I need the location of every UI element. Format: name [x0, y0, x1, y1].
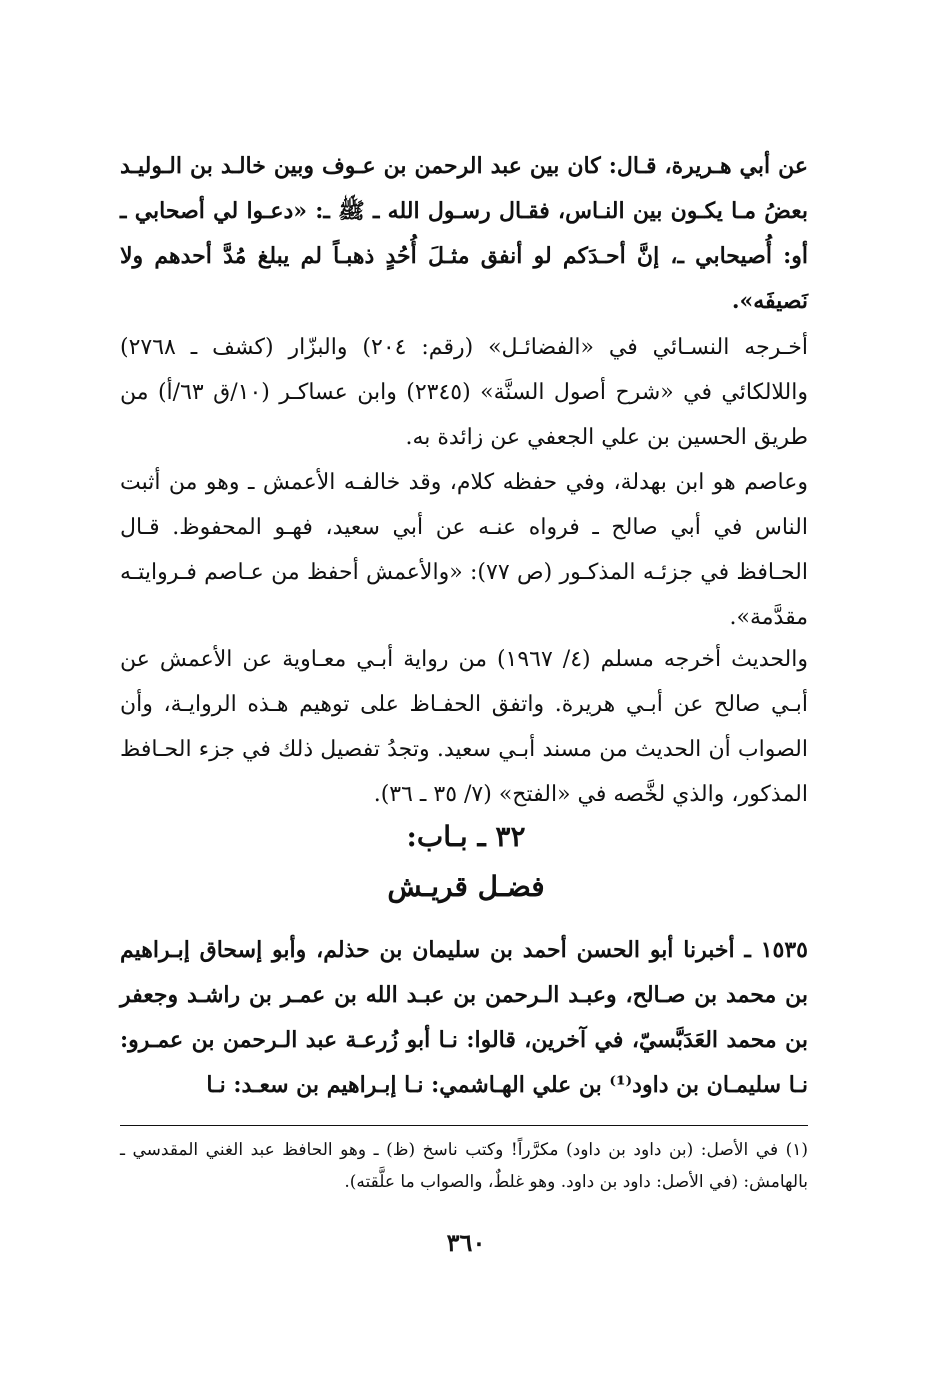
page-number: ٣٦٠ — [446, 1228, 486, 1257]
footnote-divider — [120, 1125, 808, 1126]
footnote: (١) في الأصل: (بن داود بن داود) مكرَّراً! وكتب ناسخ (ظ) ـ وهو الحافظ عبد الغني المقدسي ـ بالهامش: (في الأصل: داود بن داود. وهو غلطٌ، والصواب ما علَّقته). — [120, 1140, 808, 1192]
commentary-paragraph-2: والحديث أخرجه مسلم (٤/ ١٩٦٧) من رواية أبـي معـاوية عن الأعمش عن أبـي صالح عن أبـي هريرة. واتفق الحفـاظ على توهيم هـذه الروايـة، وأن الصواب أن الحديث من مسند أبـي سعيد. وتجدُ تفصيل ذلك في جزء الحـافظ المذكور، والذي لخَّصه في «الفتح» (٧/ ٣٥ ـ ٣٦). — [120, 647, 808, 807]
hadith-text-paragraph: عن أبي هـريرة، قـال: كان بين عبد الرحمن بن عـوف وبين خالـد بن الـوليـد بعضُ مـا يكـون بين النـاس، فقـال رسـول الله ـ ﷺ ـ: «دعـوا لي أصحابي ـ أو: أُصيحابي ـ، إنَّ أحـدَكم لو أنفق مثـلَ أُحُدٍ ذهبـاً لم يبلغ مُدَّ أحدهم ولا نَصيفَه». — [120, 153, 808, 314]
hadith-1535-text: ١٥٣٥ ـ أخبرنا أبو الحسن أحمد بن سليمان بن حذلم، وأبو إسحاق إبـراهيم بن محمد بن صـالح، وعبـد الـرحمن بن عبـد الله بن عمـر بن راشـد وجعفر بن محمد العَدَبَّسيّ، في آخرين، قالوا: نـا أبو زُرعـة عبد الـرحمن بن عمـرو: نـا سليمـان بن داود⁽¹⁾ بن علي الهـاشمي: نـا إبـراهيم بن سعـد: نـا — [120, 937, 809, 1098]
commentary-paragraph: وعاصم هو ابن بهدلة، وفي حفظه كلام، وقد خالفـه الأعمش ـ وهو من أثبت الناس في أبي صالح ـ فرواه عنـه عن أبي سعيد، فهـو المحفوظ. قـال الحـافظ في جزئـه المذكـور (ص ٧٧): «والأعمش أحفظ من عـاصم فـروايتـه مقدَّمة». — [120, 470, 808, 630]
chapter-number-heading: ٣٢ ـ بـاب: — [406, 820, 526, 853]
takhrij-paragraph: أخـرجه النسـائي في «الفضائـل» (رقم: ٢٠٤) والبزّار (كشف ـ ٢٧٦٨) واللالكائي في «شرح أصول السنَّة» (٢٣٤٥) وابن عساكـر (١٠/ق ٦٣/أ) من طريق الحسين بن علي الجعفي عن زائدة به. — [120, 335, 808, 450]
chapter-title-heading: فضـل قريـش — [387, 870, 545, 903]
